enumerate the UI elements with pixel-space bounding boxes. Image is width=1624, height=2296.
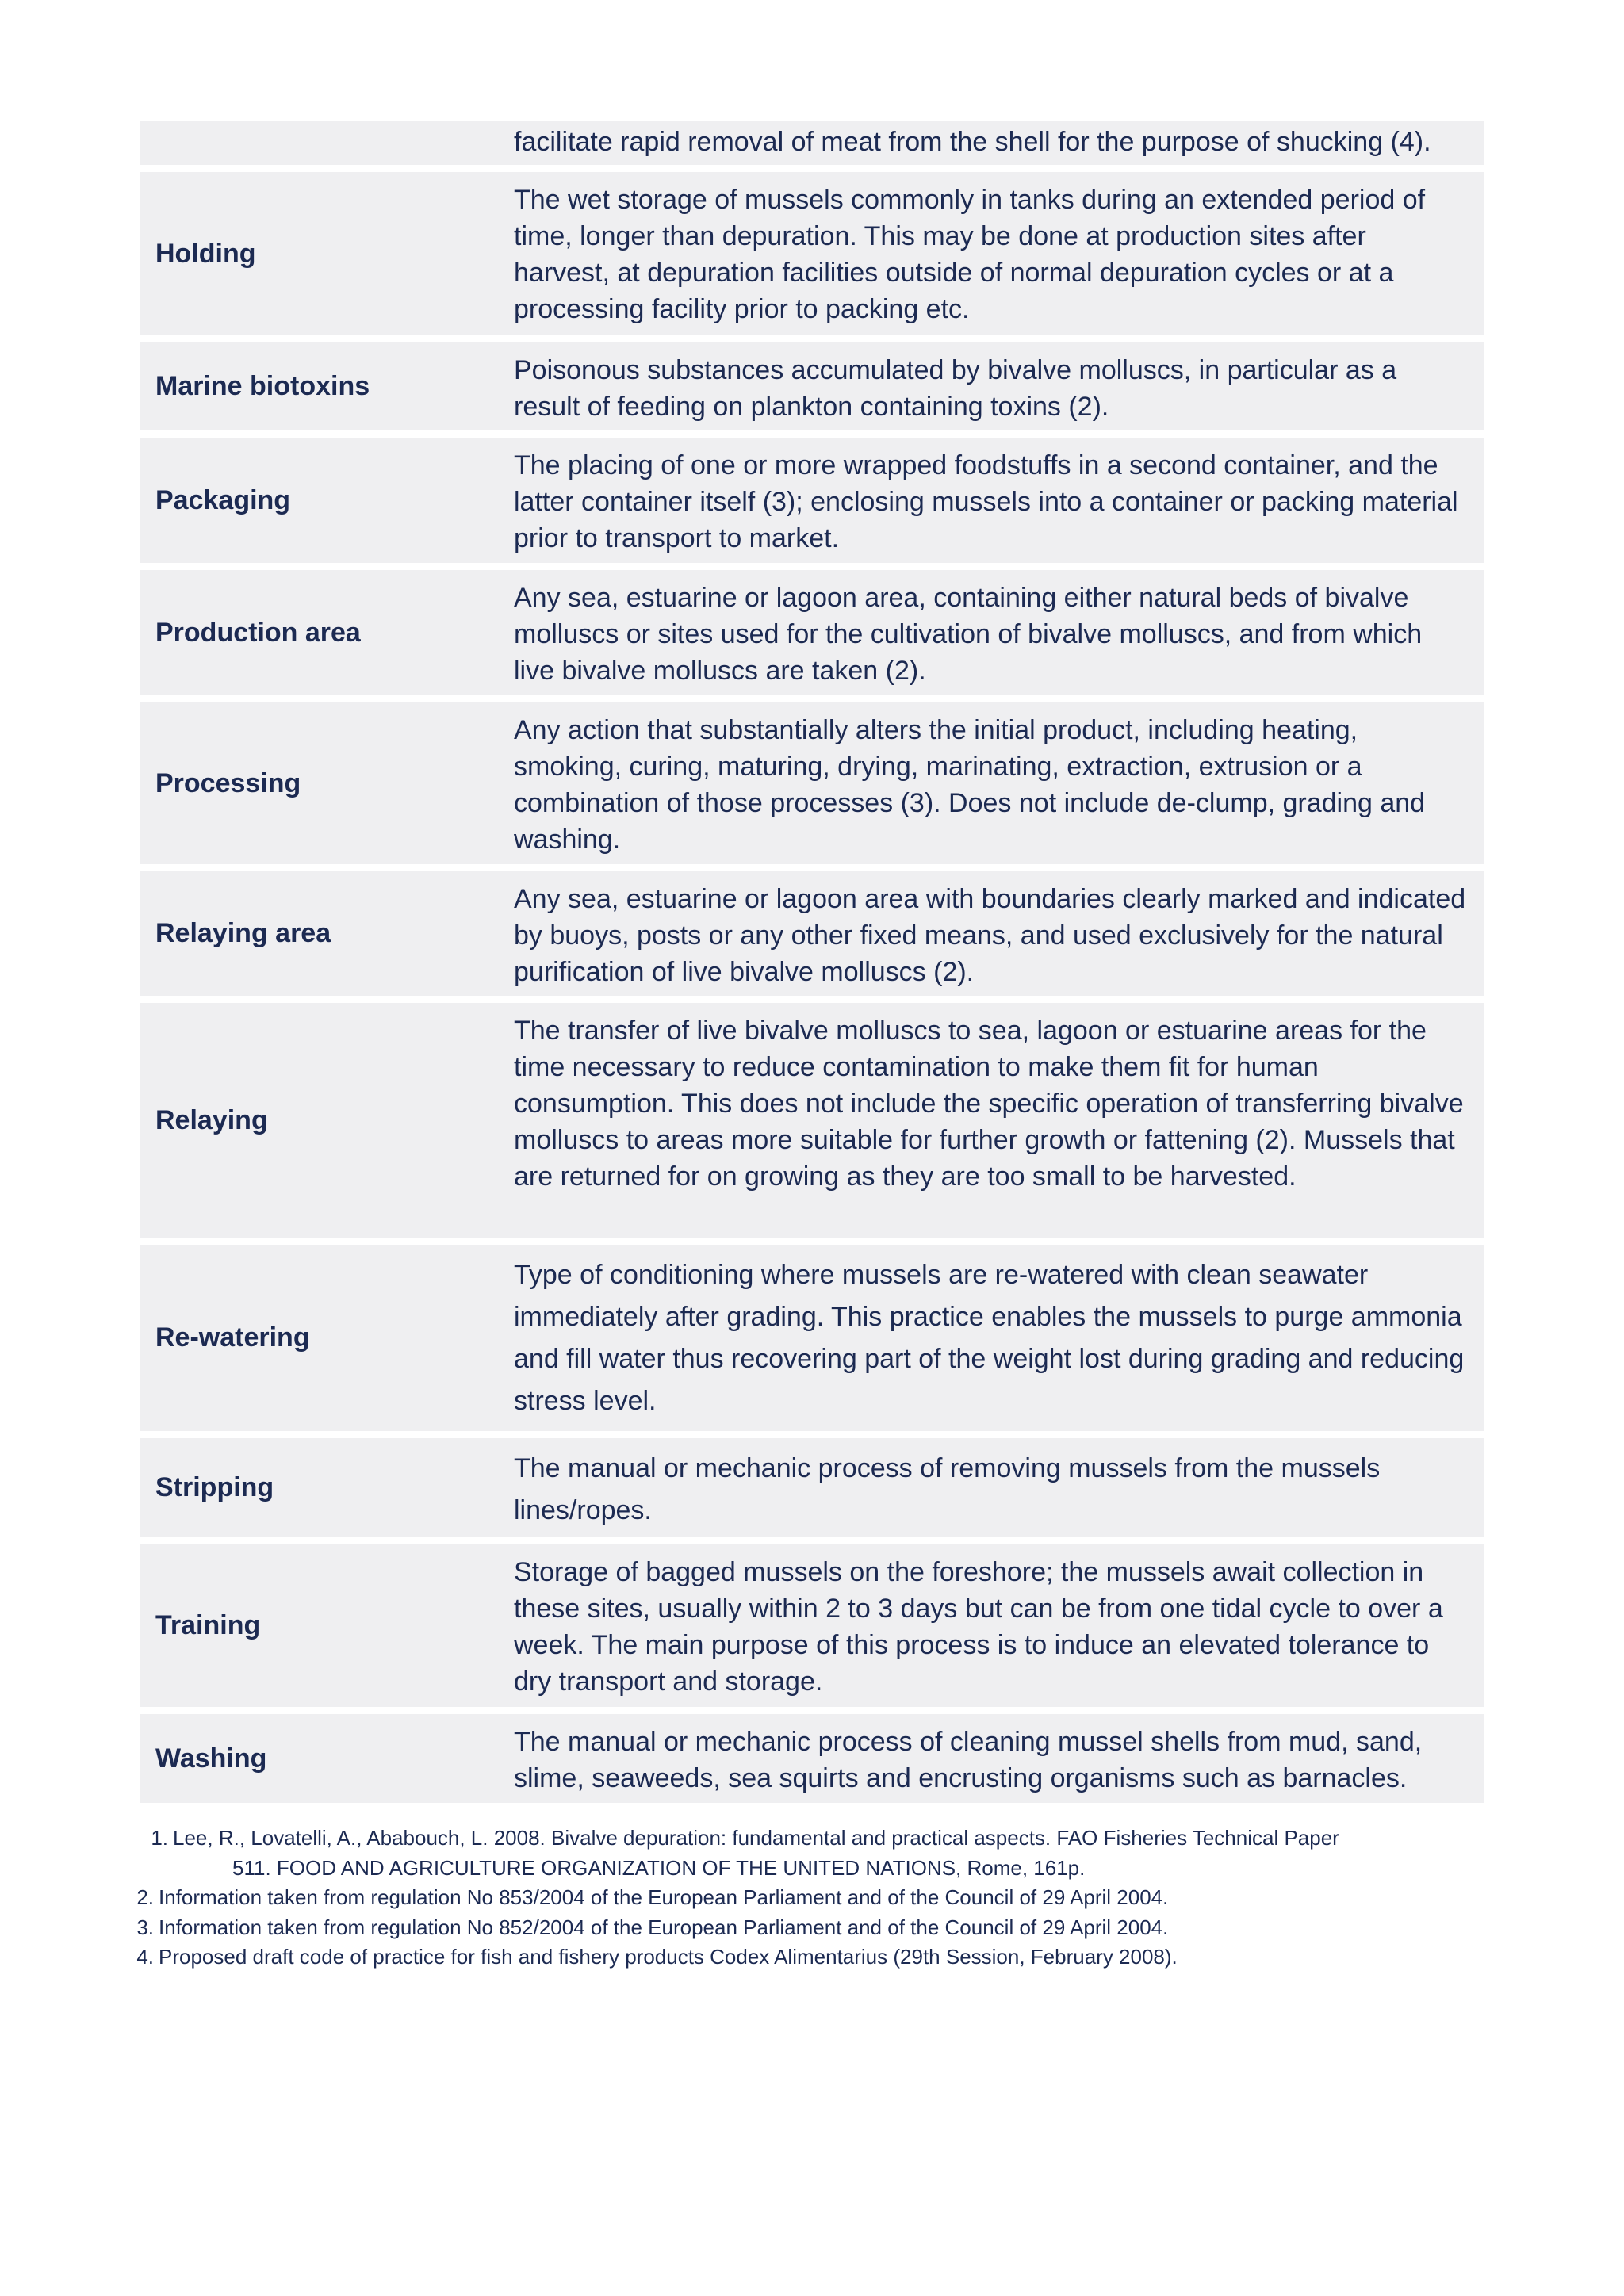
glossary-definition: The wet storage of mussels commonly in tanks during an extended period of time, longer than depuration. This may be done at production sites after harvest, at depuration facilities outside of normal depuration cycles or at a processing facility prior to packing etc. (514, 185, 1426, 324)
glossary-row (140, 121, 1484, 165)
glossary-row (140, 342, 1484, 430)
reference-item (127, 1823, 1491, 1883)
glossary-row (140, 570, 1484, 695)
glossary-term: Marine biotoxins (155, 371, 370, 401)
glossary-row (140, 1003, 1484, 1238)
glossary-row (140, 1714, 1484, 1803)
reference-number: 2. (136, 1885, 154, 1909)
glossary-definition: Any action that substantially alters the initial product, including heating, smoking, curing, maturing, drying, marinating, extraction, extrusion or a combination of those processes (3). Does not include de-clump, grading and washing. (514, 715, 1426, 855)
glossary-term: Holding (155, 238, 256, 269)
glossary-row (140, 702, 1484, 864)
glossary-row (140, 1245, 1484, 1431)
glossary-definition: The placing of one or more wrapped foodstuffs in a second container, and the latter container itself (3); enclosing mussels into a container or packing material prior to transport to market. (514, 450, 1458, 553)
glossary-term: Relaying (155, 1104, 268, 1135)
reference-number: 4. (136, 1945, 154, 1969)
glossary-table (140, 121, 1484, 1810)
glossary-definition: Type of conditioning where mussels are re-watered with clean seawater immediately after grading. This practice enables the mussels to purge ammonia and fill water thus recovering part of the weight lost during grading and reducing stress level. (514, 1260, 1465, 1416)
glossary-term: Washing (155, 1743, 267, 1774)
reference-continuation: 511. FOOD AND AGRICULTURE ORGANIZATION OF THE UNITED NATIONS, Rome, 161p. (232, 1855, 1086, 1880)
glossary-row (140, 172, 1484, 335)
glossary-definition: The manual or mechanic process of removing mussels from the mussels lines/ropes. (514, 1453, 1381, 1525)
glossary-row (140, 1438, 1484, 1537)
reference-text: Proposed draft code of practice for fish and fishery products Codex Alimentarius (29th Session, February 2008). (159, 1945, 1178, 1969)
glossary-row (140, 1544, 1484, 1707)
glossary-definition: The manual or mechanic process of cleaning mussel shells from mud, sand, slime, seaweeds, sea squirts and encrusting organisms such as barnacles. (514, 1727, 1423, 1793)
glossary-definition: Poisonous substances accumulated by bivalve molluscs, in particular as a result of feeding on plankton containing toxins (2). (514, 355, 1397, 422)
glossary-term: Training (155, 1610, 261, 1640)
glossary-definition: facilitate rapid removal of meat from the shell for the purpose of shucking (4). (514, 127, 1431, 157)
references-list (127, 1823, 1491, 1973)
reference-item (127, 1883, 1491, 1913)
glossary-row (140, 438, 1484, 563)
reference-item (127, 1942, 1491, 1973)
reference-text: Lee, R., Lovatelli, A., Ababouch, L. 2008. Bivalve depuration: fundamental and practical aspects. FAO Fisheries Technical Paper (173, 1826, 1339, 1850)
reference-item (127, 1913, 1491, 1943)
glossary-term: Packaging (155, 484, 291, 515)
glossary-term: Production area (155, 617, 361, 648)
glossary-term: Relaying area (155, 918, 331, 948)
reference-number: 3. (136, 1915, 154, 1939)
glossary-term: Re-watering (155, 1322, 310, 1353)
reference-number: 1. (151, 1826, 168, 1850)
glossary-term: Stripping (155, 1472, 274, 1502)
glossary-definition: Any sea, estuarine or lagoon area with boundaries clearly marked and indicated by buoys, posts or any other fixed means, and used exclusively for the natural purification of live bivalve molluscs (2). (514, 884, 1466, 987)
glossary-term (140, 121, 496, 165)
glossary-definition: Any sea, estuarine or lagoon area, containing either natural beds of bivalve molluscs or sites used for the cultivation of bivalve molluscs, and from which live bivalve molluscs are taken (2). (514, 583, 1423, 686)
reference-text: Information taken from regulation No 852/2004 of the European Parliament and of the Council of 29 April 2004. (159, 1915, 1169, 1939)
glossary-definition: The transfer of live bivalve molluscs to sea, lagoon or estuarine areas for the time necessary to reduce contamination to make them fit for human consumption. This does not include the specific operation of transferring bivalve molluscs to areas more suitable for further growth or fattening (2). Mussels that are returned for on growing as they are too small to be harvested. (514, 1016, 1464, 1192)
glossary-term: Processing (155, 767, 301, 798)
reference-text: Information taken from regulation No 853/2004 of the European Parliament and of the Council of 29 April 2004. (159, 1885, 1169, 1909)
glossary-row (140, 871, 1484, 996)
glossary-definition: Storage of bagged mussels on the foreshore; the mussels await collection in these sites, usually within 2 to 3 days but can be from one tidal cycle to over a week. The main purpose of this process is to induce an elevated tolerance to dry transport and storage. (514, 1557, 1443, 1697)
